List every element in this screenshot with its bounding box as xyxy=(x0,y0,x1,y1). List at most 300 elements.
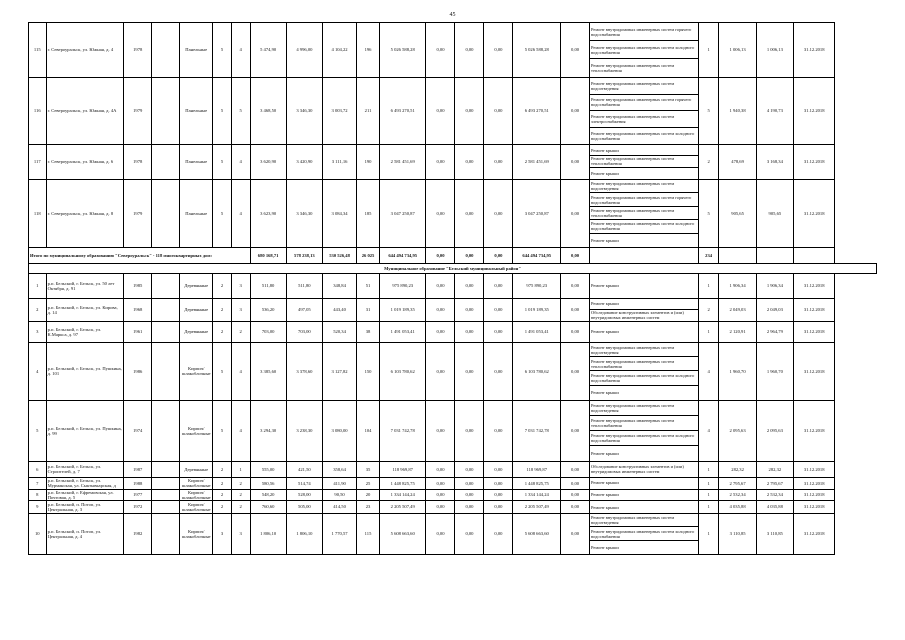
cell-a1: 3 620,90 xyxy=(250,145,286,180)
cell-date: 31.12.2018 xyxy=(793,273,834,298)
cell-total: 1 448 825,75 xyxy=(379,477,426,489)
cell-n: 10 xyxy=(29,514,47,555)
cell-floors: 5 xyxy=(213,400,232,461)
cell-a3: 443,40 xyxy=(322,298,356,321)
cell-z1: 0,00 xyxy=(426,342,455,400)
cell-z3: 0,00 xyxy=(484,514,513,555)
subtotal-label: Итого по муниципальному образованию "Североуральск" - 118 многоквартирных дом: xyxy=(29,247,251,263)
cell-n: 6 xyxy=(29,461,47,477)
cell-a1: 3 468,50 xyxy=(250,78,286,145)
cell-works xyxy=(590,179,699,247)
cell-a3: 348,84 xyxy=(322,273,356,298)
table-row xyxy=(29,298,877,321)
cell-year: 1972 xyxy=(124,501,152,514)
cell-z1: 0,00 xyxy=(426,145,455,180)
cell-date: 31.12.2018 xyxy=(793,298,834,321)
cell-c1: 2 795,67 xyxy=(719,477,756,489)
cell-wall: Панельные xyxy=(180,78,213,145)
cell-wall: Кирпич/ шлакоблочные xyxy=(180,477,213,489)
cell-a1: 703,00 xyxy=(250,321,286,342)
cell-blank xyxy=(152,298,180,321)
cell-wall: Кирпич/ шлакоблочные xyxy=(180,501,213,514)
work-item: Ремонт внутридомовых инженерных систем водоотведения xyxy=(590,343,698,357)
cell-z2: 0,00 xyxy=(455,461,484,477)
subtotal-res: 26 025 xyxy=(357,247,380,263)
cell-c2: 4 035,88 xyxy=(756,501,793,514)
cell-date: 31.12.2018 xyxy=(793,78,834,145)
subtotal-z1: 0,00 xyxy=(426,247,455,263)
cell-own0: 0,00 xyxy=(561,501,590,514)
cell-wall: Деревянные xyxy=(180,461,213,477)
subtotal-row xyxy=(29,247,877,263)
work-item: Ремонт внутридомовых инженерных систем электроснабжения xyxy=(590,111,698,128)
cell-n: 3 xyxy=(29,321,47,342)
work-item: Ремонт внутридомовых инженерных систем холодного водоснабжения xyxy=(590,371,698,385)
cell-z2: 0,00 xyxy=(455,342,484,400)
cell-n: 9 xyxy=(29,501,47,514)
table-row xyxy=(29,78,877,145)
page-number: 45 xyxy=(449,12,456,18)
work-item: Ремонт внутридомовых инженерных систем теплоснабжения xyxy=(590,207,698,220)
cell-own0: 0,00 xyxy=(561,273,590,298)
cell-z1: 0,00 xyxy=(426,273,455,298)
cell-works xyxy=(590,273,699,298)
table-row xyxy=(29,489,877,501)
cell-addr: р.п. Бельский, г. Бельск, ул. Мурманская, ул. Сыктывкарская, д xyxy=(46,477,124,489)
cell-blank xyxy=(152,273,180,298)
cell-date: 31.12.2018 xyxy=(793,23,834,78)
cell-own: 3 047 250,87 xyxy=(513,179,561,247)
cell-cnt: 1 xyxy=(698,501,719,514)
cell-c2: 905,65 xyxy=(756,179,793,247)
cell-n: 115 xyxy=(29,23,47,78)
cell-c2: 3 110,85 xyxy=(756,514,793,555)
cell-z2: 0,00 xyxy=(455,501,484,514)
cell-addr: г. Североуральск, ул. Южная, д. 8 xyxy=(46,179,124,247)
cell-res: 35 xyxy=(357,461,380,477)
work-item: Ремонт внутридомовых инженерных систем теплоснабжения xyxy=(590,357,698,371)
subtotal-a2: 578 238,13 xyxy=(286,247,322,263)
cell-z2: 0,00 xyxy=(455,489,484,501)
work-item: Ремонт крыши xyxy=(591,283,619,289)
cell-res: 25 xyxy=(357,477,380,489)
cell-works xyxy=(590,23,699,78)
cell-c1: 478,69 xyxy=(719,145,756,180)
cell-own: 6 493 270,51 xyxy=(513,78,561,145)
cell-wall: Кирпич/ шлакоблочные xyxy=(180,342,213,400)
cell-works xyxy=(590,461,699,477)
cell-z2: 0,00 xyxy=(455,477,484,489)
cell-cnt: 2 xyxy=(698,298,719,321)
cell-z2: 0,00 xyxy=(455,273,484,298)
table-row xyxy=(29,179,877,247)
cell-own0: 0,00 xyxy=(561,179,590,247)
cell-blank xyxy=(152,342,180,400)
cell-floors: 3 xyxy=(213,514,232,555)
cell-wall: Кирпич/ шлакоблочные xyxy=(180,489,213,501)
cell-n: 8 xyxy=(29,489,47,501)
cell-total: 7 031 742,78 xyxy=(379,400,426,461)
cell-a2: 1 806,10 xyxy=(286,514,322,555)
cell-addr: р.п. Бельский, г. Бельск, ул. Строителей, д. 7 xyxy=(46,461,124,477)
cell-own: 7 031 742,78 xyxy=(513,400,561,461)
subtotal-cnt: 234 xyxy=(698,247,719,263)
cell-n: 4 xyxy=(29,342,47,400)
cell-own0: 0,00 xyxy=(561,461,590,477)
cell-z3: 0,00 xyxy=(484,321,513,342)
cell-entr: 1 xyxy=(231,461,250,477)
cell-blank xyxy=(152,477,180,489)
table-row xyxy=(29,514,877,555)
cell-total: 5 608 663,60 xyxy=(379,514,426,555)
cell-own0: 0,00 xyxy=(561,514,590,555)
cell-works xyxy=(590,501,699,514)
cell-z3: 0,00 xyxy=(484,179,513,247)
cell-works xyxy=(590,78,699,145)
cell-works xyxy=(590,514,699,555)
work-item: Ремонт внутридомовых инженерных систем холодного водоснабжения xyxy=(590,431,698,446)
cell-c1: 4 035,88 xyxy=(719,501,756,514)
cell-floors: 5 xyxy=(213,78,232,145)
cell-cnt: 1 xyxy=(698,489,719,501)
cell-a2: 514,74 xyxy=(286,477,322,489)
cell-cnt: 1 xyxy=(698,321,719,342)
cell-own: 1 334 144,24 xyxy=(513,489,561,501)
work-item: Ремонт внутридомовых инженерных систем водоотведения xyxy=(590,180,698,193)
cell-date: 31.12.2018 xyxy=(793,489,834,501)
cell-floors: 2 xyxy=(213,273,232,298)
table-row xyxy=(29,400,877,461)
cell-own0: 0,00 xyxy=(561,400,590,461)
cell-floors: 5 xyxy=(213,23,232,78)
cell-total: 3 047 250,87 xyxy=(379,179,426,247)
cell-c2: 2 964,79 xyxy=(756,321,793,342)
cell-cnt: 1 xyxy=(698,461,719,477)
cell-n: 5 xyxy=(29,400,47,461)
cell-a1: 580,56 xyxy=(250,477,286,489)
cell-addr: р.п. Бельский, п. Потоп, ул. Центральная, д. 3 xyxy=(46,501,124,514)
cell-c1: 2 532,34 xyxy=(719,489,756,501)
cell-entr: 5 xyxy=(231,78,250,145)
cell-entr: 3 xyxy=(231,273,250,298)
cell-addr: р.п. Бельский, г. Бельск, ул. К.Маркса, д. 97 xyxy=(46,321,124,342)
cell-a1: 3 385,60 xyxy=(250,342,286,400)
cell-c1: 905,65 xyxy=(719,179,756,247)
cell-z2: 0,00 xyxy=(455,321,484,342)
work-item: Ремонт внутридомовых инженерных систем водоотведения xyxy=(590,78,698,95)
cell-floors: 5 xyxy=(213,145,232,180)
cell-cnt: 4 xyxy=(698,400,719,461)
cell-addr: г. Североуральск, ул. Южная, д. 6 xyxy=(46,145,124,180)
cell-cnt: 1 xyxy=(698,477,719,489)
work-item: Ремонт крыши xyxy=(591,329,619,335)
cell-total: 6 103 780,62 xyxy=(379,342,426,400)
cell-total: 2 581 451,69 xyxy=(379,145,426,180)
cell-blank xyxy=(152,489,180,501)
cell-entr: 2 xyxy=(231,477,250,489)
cell-c2: 2 095,63 xyxy=(756,400,793,461)
cell-date: 31.12.2018 xyxy=(793,321,834,342)
cell-c1: 2 095,63 xyxy=(719,400,756,461)
cell-a2: 505,00 xyxy=(286,501,322,514)
work-item: Ремонт внутридомовых инженерных систем холодного водоснабжения xyxy=(590,41,698,59)
subtotal-own: 644 494 734,95 xyxy=(513,247,561,263)
cell-z1: 0,00 xyxy=(426,298,455,321)
cell-res: 115 xyxy=(357,514,380,555)
work-item: Ремонт крыши xyxy=(591,390,619,396)
cell-year: 1985 xyxy=(124,273,152,298)
cell-z2: 0,00 xyxy=(455,78,484,145)
cell-entr: 2 xyxy=(231,489,250,501)
cell-year: 1986 xyxy=(124,342,152,400)
cell-a3: 411,90 xyxy=(322,477,356,489)
cell-works xyxy=(590,298,699,321)
cell-z2: 0,00 xyxy=(455,179,484,247)
cell-a1: 548,20 xyxy=(250,489,286,501)
cell-total: 1 019 189,35 xyxy=(379,298,426,321)
cell-total: 975 890,23 xyxy=(379,273,426,298)
cell-z3: 0,00 xyxy=(484,477,513,489)
work-item: Ремонт внутридомовых инженерных систем водоотведения xyxy=(590,401,698,416)
cell-blank xyxy=(152,78,180,145)
work-item: Ремонт крыши xyxy=(591,237,619,243)
cell-c2: 4 190,73 xyxy=(756,78,793,145)
cell-year: 1978 xyxy=(124,23,152,78)
cell-own0: 0,00 xyxy=(561,145,590,180)
cell-date: 31.12.2018 xyxy=(793,514,834,555)
housing-repair-table xyxy=(28,22,877,555)
cell-z3: 0,00 xyxy=(484,342,513,400)
cell-wall: Деревянные xyxy=(180,273,213,298)
cell-year: 1968 xyxy=(124,298,152,321)
work-item: Ремонт внутридомовых инженерных систем горячего водоснабжения xyxy=(590,23,698,41)
cell-z1: 0,00 xyxy=(426,321,455,342)
cell-res: 185 xyxy=(357,179,380,247)
cell-res: 211 xyxy=(357,78,380,145)
cell-res: 20 xyxy=(357,489,380,501)
table-row xyxy=(29,461,877,477)
cell-blank xyxy=(152,321,180,342)
cell-z1: 0,00 xyxy=(426,179,455,247)
cell-entr: 4 xyxy=(231,342,250,400)
cell-c2: 1 006,13 xyxy=(756,23,793,78)
cell-date: 31.12.2018 xyxy=(793,501,834,514)
work-item: Ремонт внутридомовых инженерных систем холодного водоснабжения xyxy=(590,527,698,540)
cell-wall: Панельные xyxy=(180,145,213,180)
cell-date: 31.12.2018 xyxy=(793,461,834,477)
cell-works xyxy=(590,342,699,400)
cell-floors: 2 xyxy=(213,501,232,514)
cell-n: 116 xyxy=(29,78,47,145)
cell-floors: 5 xyxy=(213,342,232,400)
work-item: Ремонт внутридомовых инженерных систем теплоснабжения xyxy=(590,416,698,431)
cell-c1: 2 120,91 xyxy=(719,321,756,342)
subtotal-z2: 0,00 xyxy=(455,247,484,263)
cell-year: 1974 xyxy=(124,400,152,461)
cell-addr: р.п. Бельский, г. Бельск, ул. Пушкина, д. 99 xyxy=(46,400,124,461)
cell-floors: 2 xyxy=(213,477,232,489)
cell-wall: Кирпич/ шлакоблочные xyxy=(180,514,213,555)
cell-total: 6 493 270,51 xyxy=(379,78,426,145)
cell-z1: 0,00 xyxy=(426,23,455,78)
cell-addr: р.п. Бельский, г. Бельск, ул. Кирова, д. 14 xyxy=(46,298,124,321)
cell-c1: 282,32 xyxy=(719,461,756,477)
work-item: Ремонт крыши xyxy=(591,480,619,486)
cell-year: 1961 xyxy=(124,321,152,342)
cell-own: 6 103 780,62 xyxy=(513,342,561,400)
cell-c1: 1 906,34 xyxy=(719,273,756,298)
cell-entr: 2 xyxy=(231,501,250,514)
cell-a2: 3 378,60 xyxy=(286,342,322,400)
cell-blank xyxy=(152,400,180,461)
cell-wall: Кирпич/ шлакоблочные xyxy=(180,400,213,461)
cell-z2: 0,00 xyxy=(455,514,484,555)
subtotal-own0: 0,00 xyxy=(561,247,590,263)
cell-addr: р.п. Бельский, г. Ефремовская, ул. Почтовая, д. 5 xyxy=(46,489,124,501)
table-row xyxy=(29,321,877,342)
work-item: Ремонт крыши xyxy=(591,504,619,510)
cell-res: 104 xyxy=(357,400,380,461)
work-item: Ремонт крыши xyxy=(591,170,619,176)
cell-res: 196 xyxy=(357,23,380,78)
table-row xyxy=(29,342,877,400)
cell-year: 1977 xyxy=(124,489,152,501)
cell-res: 23 xyxy=(357,501,380,514)
work-item: Ремонт внутридомовых инженерных систем теплоснабжения xyxy=(590,156,698,167)
work-item: Ремонт внутридомовых инженерных систем холодного водоснабжения xyxy=(591,130,695,141)
cell-cnt: 5 xyxy=(698,179,719,247)
work-item: Обследование конструктивных элементов и (или) внутридомовых инженерных систем xyxy=(591,310,684,321)
cell-c1: 1 940,38 xyxy=(719,78,756,145)
cell-total: 2 205 507,49 xyxy=(379,501,426,514)
cell-z3: 0,00 xyxy=(484,489,513,501)
cell-floors: 2 xyxy=(213,461,232,477)
cell-entr: 4 xyxy=(231,179,250,247)
cell-cnt: 2 xyxy=(698,145,719,180)
table-row xyxy=(29,273,877,298)
cell-own0: 0,00 xyxy=(561,321,590,342)
cell-entr: 4 xyxy=(231,145,250,180)
cell-z1: 0,00 xyxy=(426,514,455,555)
cell-entr: 4 xyxy=(231,400,250,461)
cell-c2: 2 049,03 xyxy=(756,298,793,321)
cell-c1: 1 006,13 xyxy=(719,23,756,78)
cell-year: 1979 xyxy=(124,78,152,145)
cell-z1: 0,00 xyxy=(426,461,455,477)
work-item: Ремонт крыши xyxy=(591,544,619,550)
subtotal-blank xyxy=(793,247,834,263)
cell-own: 2 581 451,69 xyxy=(513,145,561,180)
work-item: Ремонт внутридомовых инженерных систем холодного водоснабжения xyxy=(590,220,698,233)
cell-date: 31.12.2018 xyxy=(793,477,834,489)
cell-res: 190 xyxy=(357,145,380,180)
cell-z1: 0,00 xyxy=(426,501,455,514)
cell-res: 31 xyxy=(357,298,380,321)
subtotal-total: 644 494 734,95 xyxy=(379,247,426,263)
cell-a2: 3 346,30 xyxy=(286,78,322,145)
cell-date: 31.12.2018 xyxy=(793,179,834,247)
cell-own0: 0,00 xyxy=(561,78,590,145)
cell-z3: 0,00 xyxy=(484,273,513,298)
cell-blank xyxy=(152,501,180,514)
work-item: Ремонт крыши xyxy=(591,450,619,456)
cell-a3: 358,64 xyxy=(322,461,356,477)
table-row xyxy=(29,501,877,514)
cell-a1: 536,20 xyxy=(250,298,286,321)
cell-blank xyxy=(152,461,180,477)
cell-own: 975 890,23 xyxy=(513,273,561,298)
section-header xyxy=(29,263,877,273)
cell-floors: 2 xyxy=(213,489,232,501)
cell-date: 31.12.2018 xyxy=(793,145,834,180)
work-item: Ремонт внутридомовых инженерных систем теплоснабжения xyxy=(591,63,675,73)
cell-z1: 0,00 xyxy=(426,489,455,501)
cell-wall: Деревянные xyxy=(180,321,213,342)
cell-c2: 1 906,34 xyxy=(756,273,793,298)
cell-a3: 3 003,72 xyxy=(322,78,356,145)
cell-addr: г. Североуральск, ул. Южная, д. 4 xyxy=(46,23,124,78)
cell-year: 1982 xyxy=(124,514,152,555)
cell-cnt: 1 xyxy=(698,23,719,78)
cell-c2: 2 795,67 xyxy=(756,477,793,489)
cell-floors: 2 xyxy=(213,298,232,321)
cell-c1: 3 110,85 xyxy=(719,514,756,555)
cell-a3: 414,50 xyxy=(322,501,356,514)
cell-a3: 3 084,34 xyxy=(322,179,356,247)
cell-a3: 90,50 xyxy=(322,489,356,501)
cell-own0: 0,00 xyxy=(561,23,590,78)
cell-a1: 5 474,90 xyxy=(250,23,286,78)
cell-entr: 2 xyxy=(231,321,250,342)
cell-a2: 3 420,90 xyxy=(286,145,322,180)
cell-a2: 3 346,30 xyxy=(286,179,322,247)
cell-a3: 4 104,22 xyxy=(322,23,356,78)
cell-z2: 0,00 xyxy=(455,298,484,321)
cell-a1: 3 623,90 xyxy=(250,179,286,247)
cell-z3: 0,00 xyxy=(484,400,513,461)
cell-own0: 0,00 xyxy=(561,477,590,489)
cell-a2: 3 238,30 xyxy=(286,400,322,461)
cell-res: 150 xyxy=(357,342,380,400)
cell-res: 51 xyxy=(357,273,380,298)
cell-a3: 3 111,16 xyxy=(322,145,356,180)
work-item: Ремонт крыши xyxy=(591,492,619,498)
cell-works xyxy=(590,145,699,180)
cell-z3: 0,00 xyxy=(484,145,513,180)
cell-total: 1 491 053,41 xyxy=(379,321,426,342)
cell-works xyxy=(590,477,699,489)
cell-entr: 3 xyxy=(231,298,250,321)
cell-c2: 3 168,34 xyxy=(756,145,793,180)
cell-addr: р.п. Бельский, г. Бельск, ул. 50 лет Октября, д. 91 xyxy=(46,273,124,298)
cell-blank xyxy=(152,179,180,247)
cell-own: 5 608 663,60 xyxy=(513,514,561,555)
cell-n: 7 xyxy=(29,477,47,489)
cell-z3: 0,00 xyxy=(484,23,513,78)
cell-n: 1 xyxy=(29,273,47,298)
cell-c2: 2 532,34 xyxy=(756,489,793,501)
cell-own: 1 019 189,35 xyxy=(513,298,561,321)
subtotal-works-blank xyxy=(590,247,699,263)
cell-a3: 520,34 xyxy=(322,321,356,342)
cell-wall: Панельные xyxy=(180,23,213,78)
subtotal-z3: 0,00 xyxy=(484,247,513,263)
section-title: Муниципальное образование "Бельский муниципальный район" xyxy=(29,263,877,273)
table-row xyxy=(29,477,877,489)
cell-z3: 0,00 xyxy=(484,501,513,514)
cell-n: 2 xyxy=(29,298,47,321)
cell-a2: 497,05 xyxy=(286,298,322,321)
